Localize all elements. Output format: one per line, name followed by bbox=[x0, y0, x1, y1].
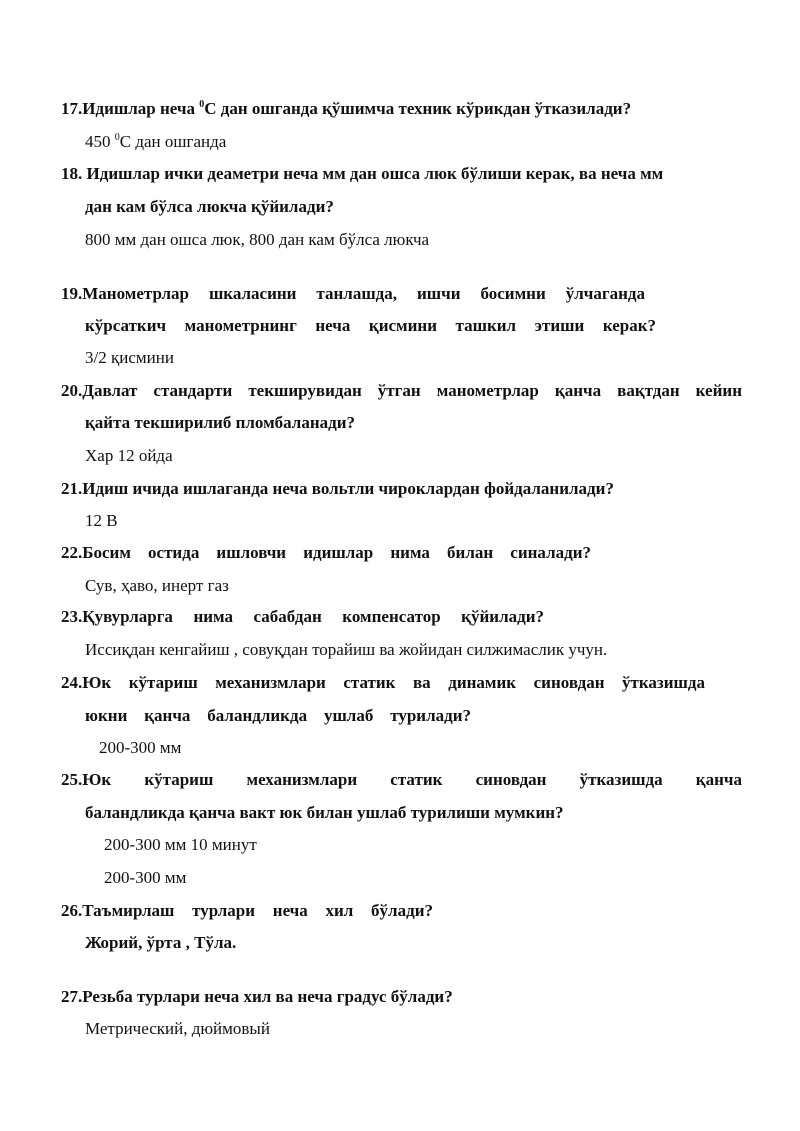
question-24-line-1: 24.Юк кўтариш механизмлари статик ва динамик синовдан ўтказишда bbox=[61, 673, 705, 692]
answer-25-line-2: 200-300 мм bbox=[104, 868, 187, 887]
question-20-line-2: қайта текширилиб пломбаланади? bbox=[85, 413, 356, 432]
question-27: 27.Резьба турлари неча хил ва неча градус бўлади? bbox=[61, 987, 453, 1006]
answer-degree-superscript: 0 bbox=[114, 132, 120, 143]
question-23: 23.Қувурларга нима сабабдан компенсатор қўйилади? bbox=[61, 607, 544, 626]
question-21: 21.Идиш ичида ишлаганда неча вольтли чироклардан фойдаланилади? bbox=[61, 479, 614, 498]
answer-20: Хар 12 ойда bbox=[85, 446, 173, 465]
answer-27: Метрический, дюймовый bbox=[85, 1019, 270, 1038]
answer-19: 3/2 қисмини bbox=[85, 348, 174, 367]
answer-23: Иссиқдан кенгайиш , совуқдан торайиш ва жойидан силжимаслик учун. bbox=[85, 640, 608, 659]
question-19-line-1: 19.Манометрлар шкаласини танлашда, ишчи босимни ўлчаганда bbox=[61, 284, 645, 303]
answer-17-text-end: С дан ошганда bbox=[119, 132, 227, 151]
answer-22: Сув, ҳаво, инерт газ bbox=[85, 576, 229, 595]
question-18-line-1: 18. Идишлар ички деаметри неча мм дан ошса люк бўлиши керак, ва неча мм bbox=[61, 164, 664, 183]
question-22: 22.Босим остида ишловчи идишлар нима билан синалади? bbox=[61, 543, 591, 562]
question-20-line-1: 20.Давлат стандарти текширувидан ўтган манометрлар қанча вақтдан кейин bbox=[61, 381, 742, 400]
question-17 bbox=[61, 98, 631, 120]
question-25-line-2: баландликда қанча вакт юк билан ушлаб турилиши мумкин? bbox=[85, 803, 564, 822]
answer-17-text: 450 bbox=[85, 132, 115, 151]
question-19-line-2: кўрсаткич манометрнинг неча қисмини ташкил этиши керак? bbox=[85, 316, 656, 335]
answer-26: Жорий, ўрта , Тўла. bbox=[85, 933, 237, 952]
question-26: 26.Таъмирлаш турлари неча хил бўлади? bbox=[61, 901, 433, 920]
question-25-line-1: 25.Юк кўтариш механизмлари статик синовдан ўтказишда қанча bbox=[61, 770, 742, 789]
question-17-text-end: С дан ошганда қўшимча техник кўрикдан ўтказилади? bbox=[204, 99, 632, 118]
degree-superscript: 0 bbox=[199, 99, 205, 110]
answer-24: 200-300 мм bbox=[99, 738, 182, 757]
answer-25-line-1: 200-300 мм 10 минут bbox=[104, 835, 257, 854]
question-18-line-2: дан кам бўлса люкча қўйилади? bbox=[85, 197, 334, 216]
answer-21: 12 В bbox=[85, 511, 118, 530]
question-24-line-2: юкни қанча баландликда ушлаб турилади? bbox=[85, 706, 471, 725]
answer-18: 800 мм дан ошса люк, 800 дан кам бўлса люкча bbox=[85, 230, 430, 249]
answer-17 bbox=[85, 131, 226, 153]
question-17-text: 17.Идишлар неча bbox=[61, 99, 200, 118]
